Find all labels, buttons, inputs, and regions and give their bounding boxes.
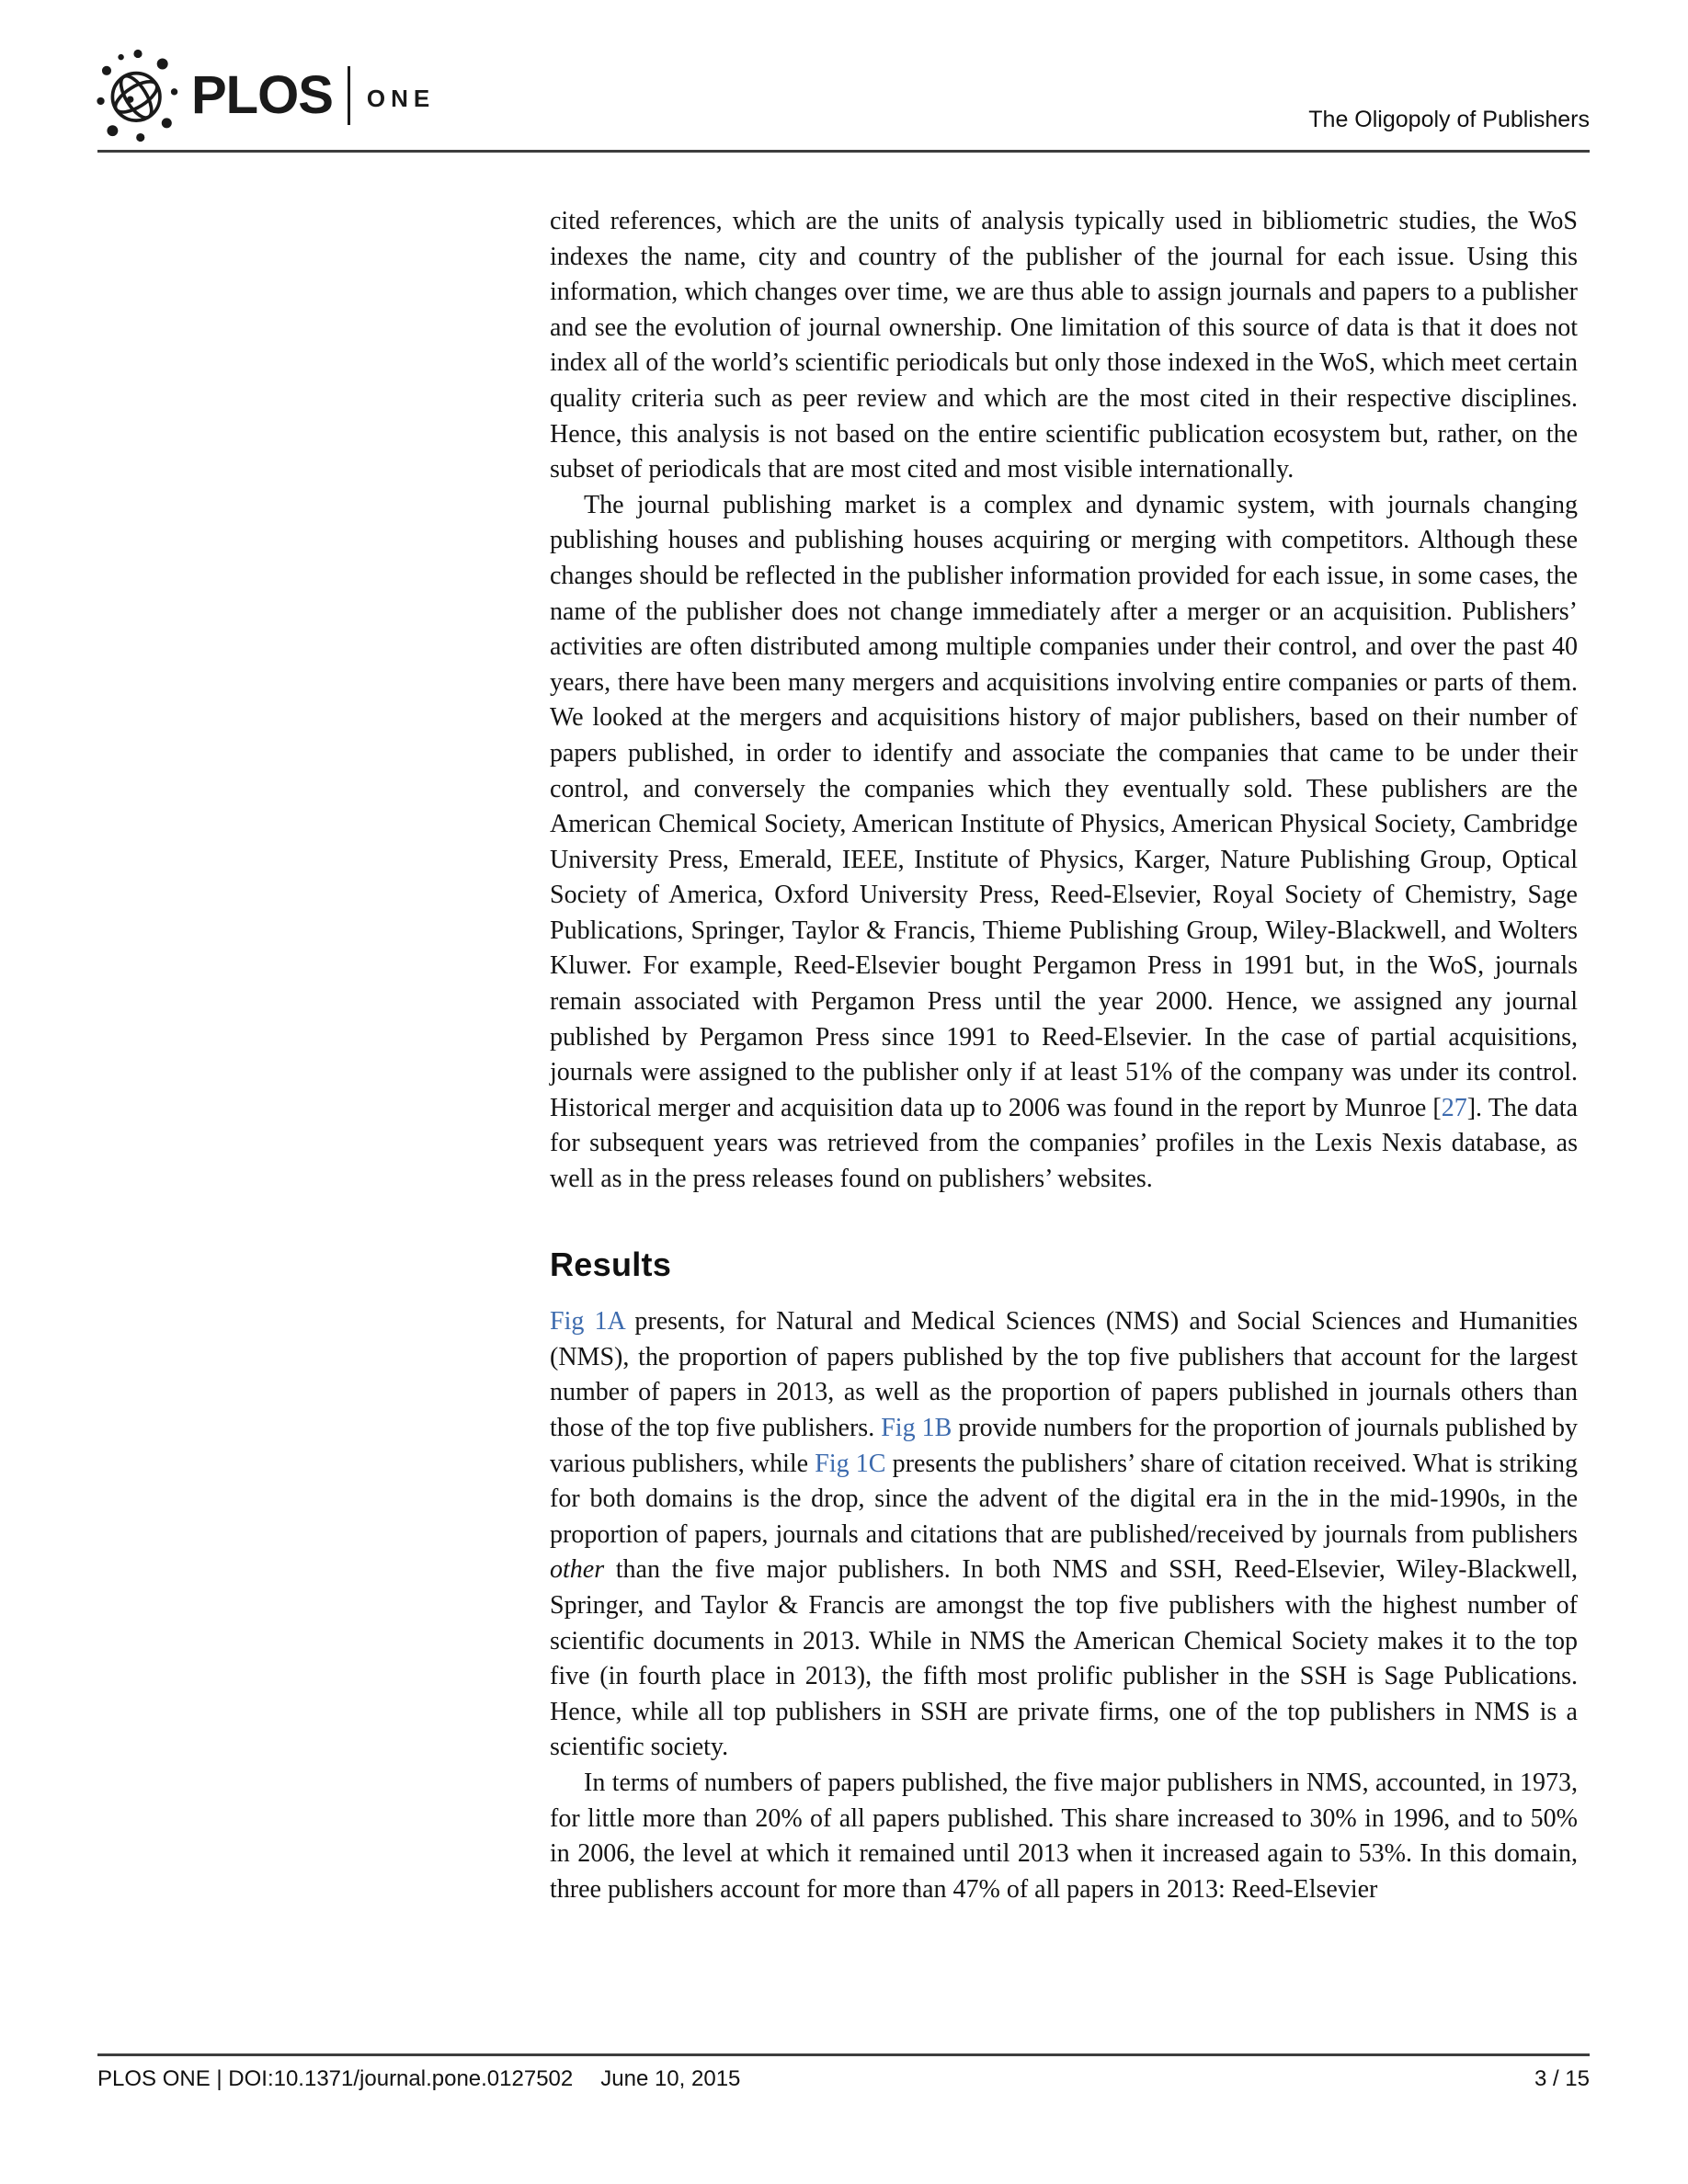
plos-wordmark: PLOS — [191, 65, 333, 125]
one-wordmark: ONE — [366, 85, 436, 112]
emphasis-text: other — [550, 1555, 605, 1585]
text-run: cited references, which are the units of analysis typically used in bibliometric studies, the WoS indexes the name, city and country of the publisher of the journal for each issue. Using this information, which changes over time, we are thus able to assign journals and papers to a publisher and see the evolution of journal ownership. One limitation of this source of data is that it does not index all of the world’s scientific periodicals but only those indexed in the WoS, which meet certain quality criteria such as peer review and which are the most cited in their respective disciplines. Hence, this analysis is not based on the entire scientific publication ecosystem but, rather, on the subset of periodicals that are most cited and most visible internationally. — [550, 207, 1578, 484]
paragraph — [550, 1304, 1578, 1766]
figure-link-1a[interactable]: Fig 1A — [550, 1307, 625, 1337]
footer-date: June 10, 2015 — [600, 2066, 741, 2091]
running-title: The Oligopoly of Publishers — [1308, 107, 1590, 132]
plos-globe-icon — [96, 47, 180, 144]
text-run: provide numbers for the proportion of journals published by various publishers, while — [550, 1414, 1578, 1478]
text-run: In terms of numbers of papers published, the five major publishers in NMS, accounted, in 1973, for little more than 20% of all papers published. This share increased to 30% in 1996, and to 50% in 2006, the level at which it remained until 2013 when it increased again to 53%. In this domain, three publishers account for more than 47% of all papers in 2013: Reed-Elsevier — [550, 1768, 1578, 1904]
plos-logo — [96, 48, 435, 143]
text-run: presents, for Natural and Medical Sciences (NMS) and Social Sciences and Humanities (NMS), the proportion of papers published by the top five publishers that account for the largest number of papers in 2013, as well as the proportion of papers published in journals others than those of the top five publishers. — [550, 1307, 1578, 1442]
paragraph — [550, 204, 1578, 488]
text-run: The journal publishing market is a complex and dynamic system, with journals changing publishing houses and publishing houses acquiring or merging with competitors. Although these changes should be reflected in the publisher information provided for each issue, in some cases, the name of the publisher does not change immediately after a merger or an acquisition. Publishers’ activities are often distributed among multiple companies under their control, and over the past 40 years, there have been many mergers and acquisitions involving entire companies or parts of them. We looked at the mergers and acquisitions history of major publishers, based on their number of papers published, in order to identify and associate the companies that came to be under their control, and conversely the companies which they eventually sold. These publishers are the American Chemical Society, American Institute of Physics, American Physical Society, Cambridge University Press, Emerald, IEEE, Institute of Physics, Karger, Nature Publishing Group, Optical Society of America, Oxford University Press, Reed-Elsevier, Royal Society of Chemistry, Sage Publications, Springer, Taylor & Francis, Thieme Publishing Group, Wiley-Blackwell, and Wolters Kluwer. For example, Reed-Elsevier bought Pergamon Press in 1991 but, in the WoS, journals remain associated with Pergamon Press until the year 2000. Hence, we assigned any journal published by Pergamon Press since 1991 to Reed-Elsevier. In the case of partial acquisitions, journals were assigned to the publisher only if at least 51% of the company was under its control. Historical merger and acquisition data up to 2006 was found in the report by Munroe [ — [550, 490, 1578, 1122]
section-heading-results: Results — [550, 1245, 672, 1283]
reference-link-27[interactable]: 27 — [1441, 1093, 1467, 1122]
figure-link-1c[interactable]: Fig 1C — [815, 1449, 886, 1478]
page-number: 3 / 15 — [1534, 2066, 1590, 2091]
text-run: ]. The data for subsequent years was retrieved from the companies’ profiles in the Lexis Nexis database, as well as in the press releases found on publishers’ websites. — [550, 1093, 1579, 1194]
paragraph — [550, 1766, 1578, 1907]
paragraph — [550, 488, 1578, 1198]
footer-citation — [97, 2066, 740, 2092]
figure-link-1b[interactable]: Fig 1B — [881, 1414, 952, 1442]
footer-rule — [97, 2053, 1590, 2056]
logo-divider — [348, 66, 350, 125]
header-rule — [97, 150, 1590, 153]
footer-doi: PLOS ONE | DOI:10.1371/journal.pone.0127502 — [97, 2066, 574, 2091]
article-body — [550, 204, 1578, 1907]
text-run: than the five major publishers. In both NMS and SSH, Reed-Elsevier, Wiley-Blackwell, Springer, and Taylor & Francis are amongst the top five publishers with the highest number of scientific documents in 2013. While in NMS the American Chemical Society makes it to the top five (in fourth place in 2013), the fifth most prolific publisher in the SSH is Sage Publications. Hence, while all top publishers in SSH are private firms, one of the top publishers in NMS is a scientific society. — [550, 1555, 1578, 1762]
text-run: presents the publishers’ share of citation received. What is striking for both domains is the drop, since the advent of the digital era in the in the mid-1990s, in the proportion of papers, journals and citations that are published/received by journals from publishers — [550, 1449, 1578, 1549]
